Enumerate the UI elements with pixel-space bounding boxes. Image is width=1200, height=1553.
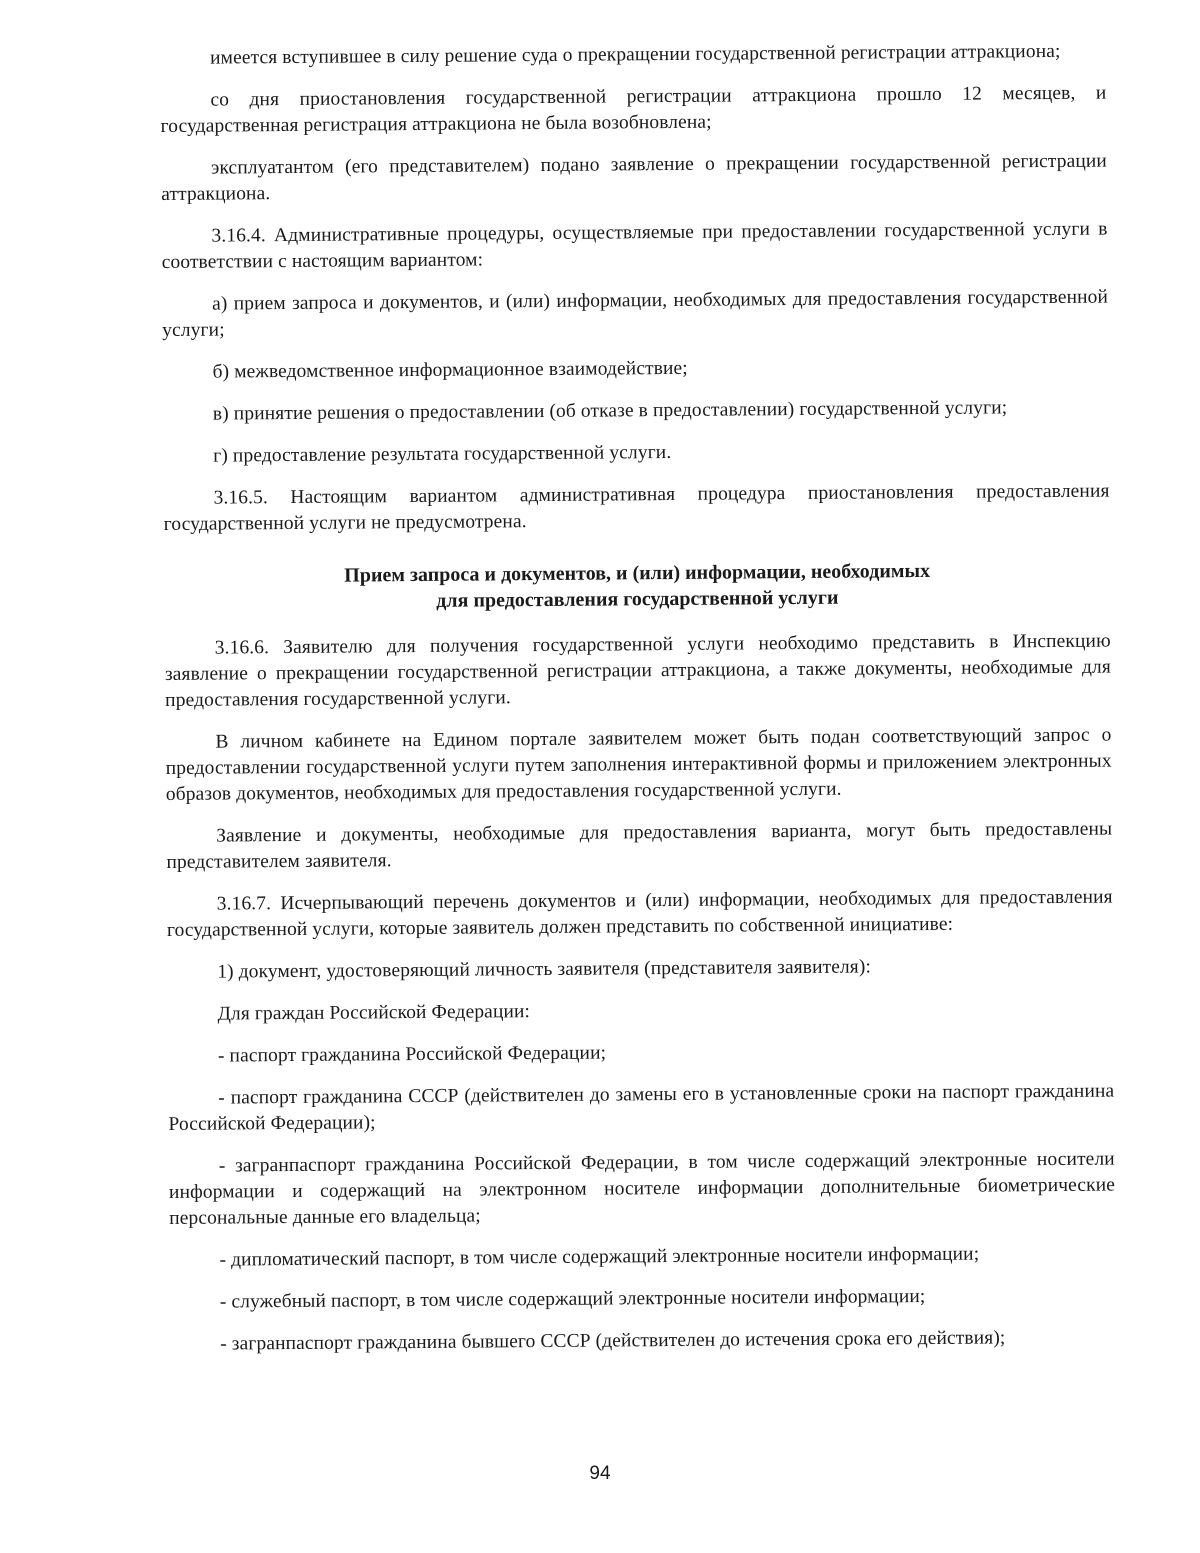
- paragraph-3-16-7: 3.16.7. Исчерпывающий перечень документов и (или) информации, необходимых для предоставления государственной услуги, которые заявитель должен представить по собственной инициативе:: [166, 886, 1113, 941]
- list-item-g: г) предоставление результата государственной услуги.: [213, 441, 672, 467]
- list-item-passport-ussr: - паспорт гражданина СССР (действителен до замены его в установленные сроки на паспорт гражданина Российской Федерации);: [168, 1080, 1115, 1135]
- list-item-service-passport: - служебный паспорт, в том числе содержащий электронные носители информации;: [219, 1286, 926, 1313]
- section-heading-line-1: Прием запроса и документов, и (или) информации, необходимых: [344, 559, 931, 587]
- page-number: 94: [589, 1463, 611, 1484]
- paragraph-russian-citizens: Для граждан Российской Федерации:: [217, 1001, 531, 1025]
- paragraph-3-16-5: 3.16.5. Настоящим вариантом административная процедура приостановления предоставления государственной услуги не предусмотрена.: [163, 480, 1110, 535]
- paragraph-suspension-12-months: со дня приостановления государственной регистрации аттракциона прошло 12 месяцев, и государственная регистрация аттракциона не была возобновлена;: [160, 82, 1107, 137]
- list-item-v: в) принятие решения о предоставлении (об отказе в предоставлении) государственной услуги;: [212, 397, 1008, 425]
- list-item-foreign-passport-rf: - загранпаспорт гражданина Российской Федерации, в том числе содержащий электронные носители информации и содержащий на электронном носителе информации дополнительные биометрические персональные данные его владельца;: [168, 1148, 1116, 1229]
- list-item-foreign-passport-ussr: - загранпаспорт гражданина бывшего СССР (действителен до истечения срока его действия);: [220, 1327, 1006, 1355]
- section-heading: [164, 557, 1110, 616]
- paragraph-3-16-6: 3.16.6. Заявителю для получения государственной услуги необходимо представить в Инспекцию заявление о прекращении государственной регистрации аттракциона, а также документы, необходимые для предоставления государственной услуги.: [164, 630, 1111, 711]
- paragraph-operator-application: эксплуатантом (его представителем) подано заявление о прекращении государственной регистрации аттракциона.: [161, 150, 1108, 205]
- paragraph-portal-request: В личном кабинете на Едином портале заявителем может быть подан соответствующий запрос о предоставлении государственной услуги путем заполнения интерактивной формы и приложением электронных образов документов, необходимых для предоставления государственной услуги.: [165, 724, 1112, 805]
- list-item-a: а) прием запроса и документов, и (или) информации, необходимых для предоставления государственной услуги;: [162, 286, 1109, 341]
- list-item-diplomatic-passport: - дипломатический паспорт, в том числе содержащий электронные носители информации;: [219, 1243, 980, 1271]
- list-item-passport-rf: - паспорт гражданина Российской Федерации;: [217, 1042, 607, 1067]
- document-page: [160, 39, 1116, 1374]
- paragraph-representative: Заявление и документы, необходимые для предоставления варианта, могут быть предоставлены представителем заявителя.: [166, 818, 1113, 873]
- paragraph-court-decision: имеется вступившее в силу решение суда о прекращении государственной регистрации аттракциона;: [210, 40, 1061, 69]
- section-heading-line-2: для предоставления государственной услуги: [436, 586, 839, 612]
- paragraph-3-16-4: 3.16.4. Административные процедуры, осуществляемые при предоставлении государственной услуги в соответствии с настоящим вариантом:: [161, 218, 1108, 273]
- list-item-identity-document: 1) документ, удостоверяющий личность заявителя (представителя заявителя):: [217, 956, 872, 983]
- list-item-b: б) межведомственное информационное взаимодействие;: [212, 357, 688, 383]
